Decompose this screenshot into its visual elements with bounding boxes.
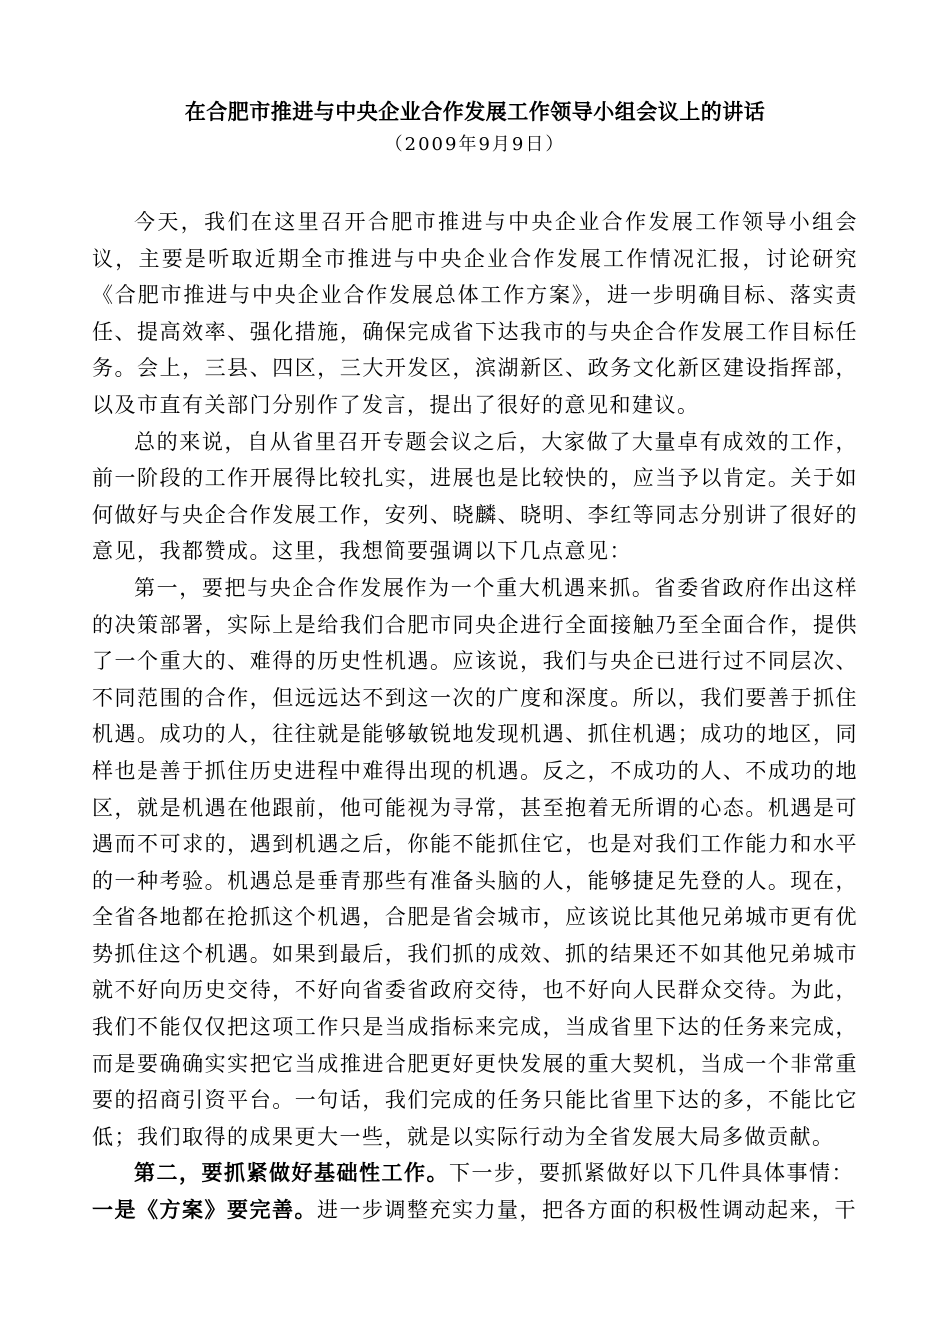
paragraph-1: [92, 204, 858, 424]
paragraph-2: [92, 424, 858, 570]
paragraph-3: [92, 570, 858, 1156]
document-body: [92, 204, 858, 1229]
paragraph-3-text: 第一，要把与央企合作发展作为一个重大机遇来抓。省委省政府作出这样的决策部署，实际上是给我们合肥市同央企进行全面接触乃至全面合作，提供了一个重大的、难得的历史性机遇。应该说，我们与央企已进行过不同层次、不同范围的合作，但远远达不到这一次的广度和深度。所以，我们要善于抓住机遇。成功的人，往往就是能够敏锐地发现机遇、抓住机遇；成功的地区，同样也是善于抓住历史进程中难得出现的机遇。反之，不成功的人、不成功的地区，就是机遇在他跟前，他可能视为寻常，甚至抱着无所谓的心态。机遇是可遇而不可求的，遇到机遇之后，你能不能抓住它，也是对我们工作能力和水平的一种考验。机遇总是垂青那些有准备头脑的人，能够捷足先登的人。现在，全省各地都在抢抓这个机遇，合肥是省会城市，应该说比其他兄弟城市更有优势抓住这个机遇。如果到最后，我们抓的成效、抓的结果还不如其他兄弟城市就不好向历史交待，不好向省委省政府交待，也不好向人民群众交待。为此，我们不能仅仅把这项工作只是当成指标来完成，当成省里下达的任务来完成，而是要确确实实把它当成推进合肥更好更快发展的重大契机，当成一个非常重要的招商引资平台。一句话，我们完成的任务只能比省里下达的多，不能比它低；我们取得的成果更大一些，就是以实际行动为全省发展大局多做贡献。: [92, 575, 858, 1149]
paragraph-5-text: 进一步调整充实力量，把各方面的积极性调动起来，干: [317, 1198, 857, 1223]
paragraph-4-text: 下一步，要抓紧做好以下几件具体事情：: [449, 1161, 854, 1186]
paragraph-4: [92, 1155, 858, 1192]
paragraph-4-heading: 第二，要抓紧做好基础性工作。: [134, 1160, 449, 1186]
paragraph-5-heading: 一是《方案》要完善。: [92, 1197, 317, 1223]
document-date: （2009年9月9日）: [384, 134, 566, 155]
document-title: 在合肥市推进与中央企业合作发展工作领导小组会议上的讲话: [184, 99, 766, 124]
paragraph-2-text: 总的来说，自从省里召开专题会议之后，大家做了大量卓有成效的工作，前一阶段的工作开展得比较扎实，进展也是比较快的，应当予以肯定。关于如何做好与央企合作发展工作，安列、晓麟、晓明、李红等同志分别讲了很好的意见，我都赞成。这里，我想简要强调以下几点意见：: [92, 429, 858, 564]
document-page: [92, 96, 858, 1229]
paragraph-5: [92, 1192, 858, 1229]
paragraph-1-text: 今天，我们在这里召开合肥市推进与中央企业合作发展工作领导小组会议，主要是听取近期全市推进与中央企业合作发展工作情况汇报，讨论研究《合肥市推进与中央企业合作发展总体工作方案》，进一步明确目标、落实责任、提高效率、强化措施，确保完成省下达我市的与央企合作发展工作目标任务。会上，三县、四区，三大开发区，滨湖新区、政务文化新区建设指挥部，以及市直有关部门分别作了发言，提出了很好的意见和建议。: [92, 210, 858, 417]
